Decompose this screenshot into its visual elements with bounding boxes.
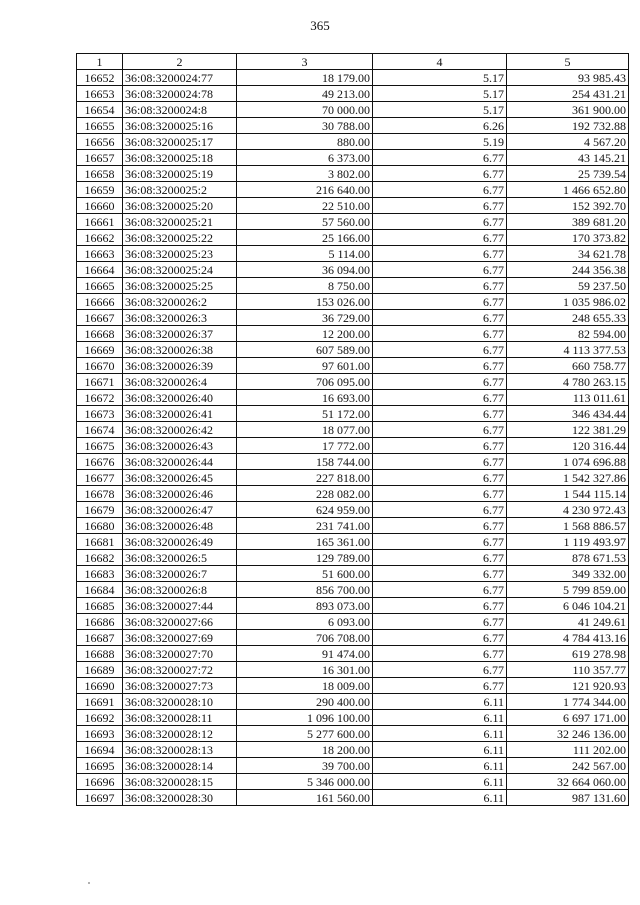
cadastral-number-cell: 36:08:3200024:78	[123, 86, 237, 102]
cadastral-number-cell: 36:08:3200025:23	[123, 246, 237, 262]
rate-cell: 6.77	[373, 294, 507, 310]
row-number-cell: 16689	[77, 662, 123, 678]
cadastral-number-cell: 36:08:3200027:44	[123, 598, 237, 614]
header-cell: 2	[123, 54, 237, 70]
value-cell: 660 758.77	[507, 358, 629, 374]
value-cell: 346 434.44	[507, 406, 629, 422]
area-cell: 57 560.00	[237, 214, 373, 230]
value-cell: 192 732.88	[507, 118, 629, 134]
rate-cell: 6.77	[373, 342, 507, 358]
rate-cell: 6.77	[373, 518, 507, 534]
value-cell: 1 568 886.57	[507, 518, 629, 534]
value-cell: 170 373.82	[507, 230, 629, 246]
table-row	[77, 214, 629, 230]
row-number-cell: 16654	[77, 102, 123, 118]
row-number-cell: 16688	[77, 646, 123, 662]
row-number-cell: 16687	[77, 630, 123, 646]
area-cell: 36 094.00	[237, 262, 373, 278]
area-cell: 5 277 600.00	[237, 726, 373, 742]
table-row	[77, 102, 629, 118]
table-row	[77, 198, 629, 214]
cadastral-number-cell: 36:08:3200025:18	[123, 150, 237, 166]
value-cell: 619 278.98	[507, 646, 629, 662]
table-row	[77, 150, 629, 166]
value-cell: 4 780 263.15	[507, 374, 629, 390]
cadastral-number-cell: 36:08:3200026:43	[123, 438, 237, 454]
rate-cell: 6.11	[373, 742, 507, 758]
cadastral-number-cell: 36:08:3200027:69	[123, 630, 237, 646]
cadastral-number-cell: 36:08:3200026:38	[123, 342, 237, 358]
table-row	[77, 486, 629, 502]
row-number-cell: 16675	[77, 438, 123, 454]
row-number-cell: 16671	[77, 374, 123, 390]
cadastral-number-cell: 36:08:3200024:8	[123, 102, 237, 118]
table-row	[77, 438, 629, 454]
cadastral-number-cell: 36:08:3200027:73	[123, 678, 237, 694]
value-cell: 878 671.53	[507, 550, 629, 566]
row-number-cell: 16659	[77, 182, 123, 198]
cadastral-number-cell: 36:08:3200025:20	[123, 198, 237, 214]
area-cell: 880.00	[237, 134, 373, 150]
value-cell: 41 249.61	[507, 614, 629, 630]
rate-cell: 6.77	[373, 326, 507, 342]
row-number-cell: 16669	[77, 342, 123, 358]
area-cell: 228 082.00	[237, 486, 373, 502]
value-cell: 34 621.78	[507, 246, 629, 262]
cadastral-number-cell: 36:08:3200028:12	[123, 726, 237, 742]
rate-cell: 5.19	[373, 134, 507, 150]
table-row	[77, 614, 629, 630]
cadastral-number-cell: 36:08:3200024:77	[123, 70, 237, 86]
cadastral-number-cell: 36:08:3200026:5	[123, 550, 237, 566]
area-cell: 22 510.00	[237, 198, 373, 214]
header-cell: 4	[373, 54, 507, 70]
area-cell: 161 560.00	[237, 790, 373, 806]
area-cell: 6 093.00	[237, 614, 373, 630]
rate-cell: 6.77	[373, 278, 507, 294]
row-number-cell: 16683	[77, 566, 123, 582]
header-cell: 3	[237, 54, 373, 70]
table-row	[77, 310, 629, 326]
rate-cell: 6.77	[373, 534, 507, 550]
value-cell: 1 774 344.00	[507, 694, 629, 710]
table-row	[77, 294, 629, 310]
cadastral-number-cell: 36:08:3200025:25	[123, 278, 237, 294]
value-cell: 120 316.44	[507, 438, 629, 454]
rate-cell: 6.77	[373, 262, 507, 278]
area-cell: 8 750.00	[237, 278, 373, 294]
rate-cell: 6.77	[373, 662, 507, 678]
table-row	[77, 630, 629, 646]
area-cell: 70 000.00	[237, 102, 373, 118]
cadastral-number-cell: 36:08:3200027:72	[123, 662, 237, 678]
rate-cell: 6.26	[373, 118, 507, 134]
area-cell: 3 802.00	[237, 166, 373, 182]
area-cell: 17 772.00	[237, 438, 373, 454]
table-row	[77, 374, 629, 390]
row-number-cell: 16686	[77, 614, 123, 630]
row-number-cell: 16663	[77, 246, 123, 262]
area-cell: 16 693.00	[237, 390, 373, 406]
area-cell: 12 200.00	[237, 326, 373, 342]
table-row	[77, 70, 629, 86]
row-number-cell: 16667	[77, 310, 123, 326]
table-row	[77, 502, 629, 518]
area-cell: 18 200.00	[237, 742, 373, 758]
area-cell: 290 400.00	[237, 694, 373, 710]
value-cell: 987 131.60	[507, 790, 629, 806]
rate-cell: 6.77	[373, 390, 507, 406]
row-number-cell: 16676	[77, 454, 123, 470]
cadastral-number-cell: 36:08:3200026:47	[123, 502, 237, 518]
table-row	[77, 726, 629, 742]
row-number-cell: 16674	[77, 422, 123, 438]
cadastral-number-cell: 36:08:3200026:49	[123, 534, 237, 550]
value-cell: 5 799 859.00	[507, 582, 629, 598]
cadastral-number-cell: 36:08:3200025:22	[123, 230, 237, 246]
row-number-cell: 16684	[77, 582, 123, 598]
cadastral-number-cell: 36:08:3200026:46	[123, 486, 237, 502]
header-row	[77, 54, 629, 70]
value-cell: 254 431.21	[507, 86, 629, 102]
value-cell: 1 074 696.88	[507, 454, 629, 470]
area-cell: 18 009.00	[237, 678, 373, 694]
value-cell: 1 466 652.80	[507, 182, 629, 198]
table-row	[77, 710, 629, 726]
cadastral-number-cell: 36:08:3200028:14	[123, 758, 237, 774]
area-cell: 231 741.00	[237, 518, 373, 534]
table-row	[77, 390, 629, 406]
value-cell: 389 681.20	[507, 214, 629, 230]
cadastral-number-cell: 36:08:3200028:11	[123, 710, 237, 726]
cadastral-number-cell: 36:08:3200028:13	[123, 742, 237, 758]
table-row	[77, 550, 629, 566]
rate-cell: 6.77	[373, 166, 507, 182]
rate-cell: 6.77	[373, 182, 507, 198]
value-cell: 1 035 986.02	[507, 294, 629, 310]
table-row	[77, 278, 629, 294]
rate-cell: 5.17	[373, 102, 507, 118]
value-cell: 6 046 104.21	[507, 598, 629, 614]
rate-cell: 6.77	[373, 582, 507, 598]
cadastral-number-cell: 36:08:3200026:40	[123, 390, 237, 406]
rate-cell: 6.77	[373, 598, 507, 614]
row-number-cell: 16656	[77, 134, 123, 150]
table-row	[77, 118, 629, 134]
row-number-cell: 16691	[77, 694, 123, 710]
value-cell: 361 900.00	[507, 102, 629, 118]
rate-cell: 6.77	[373, 502, 507, 518]
row-number-cell: 16693	[77, 726, 123, 742]
rate-cell: 6.11	[373, 774, 507, 790]
area-cell: 153 026.00	[237, 294, 373, 310]
cadastral-table	[76, 53, 629, 806]
rate-cell: 6.77	[373, 230, 507, 246]
area-cell: 51 172.00	[237, 406, 373, 422]
value-cell: 4 784 413.16	[507, 630, 629, 646]
row-number-cell: 16680	[77, 518, 123, 534]
area-cell: 856 700.00	[237, 582, 373, 598]
area-cell: 607 589.00	[237, 342, 373, 358]
value-cell: 59 237.50	[507, 278, 629, 294]
row-number-cell: 16697	[77, 790, 123, 806]
area-cell: 39 700.00	[237, 758, 373, 774]
value-cell: 111 202.00	[507, 742, 629, 758]
cadastral-number-cell: 36:08:3200025:19	[123, 166, 237, 182]
table-row	[77, 246, 629, 262]
rate-cell: 5.17	[373, 86, 507, 102]
area-cell: 706 095.00	[237, 374, 373, 390]
area-cell: 97 601.00	[237, 358, 373, 374]
area-cell: 893 073.00	[237, 598, 373, 614]
table-row	[77, 758, 629, 774]
area-cell: 36 729.00	[237, 310, 373, 326]
rate-cell: 6.77	[373, 358, 507, 374]
area-cell: 18 077.00	[237, 422, 373, 438]
cadastral-number-cell: 36:08:3200026:3	[123, 310, 237, 326]
value-cell: 244 356.38	[507, 262, 629, 278]
value-cell: 1 542 327.86	[507, 470, 629, 486]
table-row	[77, 326, 629, 342]
header-cell: 5	[507, 54, 629, 70]
area-cell: 5 114.00	[237, 246, 373, 262]
area-cell: 30 788.00	[237, 118, 373, 134]
row-number-cell: 16678	[77, 486, 123, 502]
row-number-cell: 16664	[77, 262, 123, 278]
rate-cell: 5.17	[373, 70, 507, 86]
table-row	[77, 470, 629, 486]
scan-artifact-dot	[88, 882, 90, 884]
row-number-cell: 16655	[77, 118, 123, 134]
value-cell: 4 230 972.43	[507, 502, 629, 518]
cadastral-number-cell: 36:08:3200027:70	[123, 646, 237, 662]
rate-cell: 6.77	[373, 214, 507, 230]
rate-cell: 6.77	[373, 198, 507, 214]
table-row	[77, 342, 629, 358]
table-row	[77, 182, 629, 198]
row-number-cell: 16673	[77, 406, 123, 422]
area-cell: 165 361.00	[237, 534, 373, 550]
row-number-cell: 16696	[77, 774, 123, 790]
value-cell: 113 011.61	[507, 390, 629, 406]
cadastral-number-cell: 36:08:3200026:41	[123, 406, 237, 422]
area-cell: 51 600.00	[237, 566, 373, 582]
page-number: 365	[310, 18, 330, 33]
cadastral-number-cell: 36:08:3200025:17	[123, 134, 237, 150]
header-cell: 1	[77, 54, 123, 70]
cadastral-number-cell: 36:08:3200026:7	[123, 566, 237, 582]
table-row	[77, 518, 629, 534]
cadastral-number-cell: 36:08:3200026:42	[123, 422, 237, 438]
value-cell: 25 739.54	[507, 166, 629, 182]
table-row	[77, 790, 629, 806]
row-number-cell: 16682	[77, 550, 123, 566]
rate-cell: 6.77	[373, 614, 507, 630]
row-number-cell: 16695	[77, 758, 123, 774]
value-cell: 82 594.00	[507, 326, 629, 342]
area-cell: 5 346 000.00	[237, 774, 373, 790]
row-number-cell: 16679	[77, 502, 123, 518]
value-cell: 32 246 136.00	[507, 726, 629, 742]
row-number-cell: 16685	[77, 598, 123, 614]
cadastral-number-cell: 36:08:3200028:15	[123, 774, 237, 790]
table-row	[77, 86, 629, 102]
value-cell: 1 544 115.14	[507, 486, 629, 502]
value-cell: 6 697 171.00	[507, 710, 629, 726]
rate-cell: 6.77	[373, 310, 507, 326]
rate-cell: 6.77	[373, 454, 507, 470]
table-row	[77, 230, 629, 246]
area-cell: 49 213.00	[237, 86, 373, 102]
table-row	[77, 166, 629, 182]
value-cell: 242 567.00	[507, 758, 629, 774]
value-cell: 122 381.29	[507, 422, 629, 438]
cadastral-number-cell: 36:08:3200026:37	[123, 326, 237, 342]
area-cell: 227 818.00	[237, 470, 373, 486]
row-number-cell: 16665	[77, 278, 123, 294]
table-row	[77, 358, 629, 374]
rate-cell: 6.77	[373, 246, 507, 262]
rate-cell: 6.77	[373, 374, 507, 390]
table-row	[77, 566, 629, 582]
value-cell: 43 145.21	[507, 150, 629, 166]
row-number-cell: 16658	[77, 166, 123, 182]
value-cell: 4 113 377.53	[507, 342, 629, 358]
area-cell: 91 474.00	[237, 646, 373, 662]
table-row	[77, 134, 629, 150]
value-cell: 1 119 493.97	[507, 534, 629, 550]
rate-cell: 6.11	[373, 710, 507, 726]
table-row	[77, 262, 629, 278]
cadastral-number-cell: 36:08:3200026:4	[123, 374, 237, 390]
cadastral-number-cell: 36:08:3200026:8	[123, 582, 237, 598]
rate-cell: 6.11	[373, 694, 507, 710]
table-row	[77, 694, 629, 710]
row-number-cell: 16694	[77, 742, 123, 758]
value-cell: 32 664 060.00	[507, 774, 629, 790]
cadastral-number-cell: 36:08:3200028:30	[123, 790, 237, 806]
row-number-cell: 16657	[77, 150, 123, 166]
row-number-cell: 16660	[77, 198, 123, 214]
area-cell: 1 096 100.00	[237, 710, 373, 726]
area-cell: 706 708.00	[237, 630, 373, 646]
cadastral-number-cell: 36:08:3200027:66	[123, 614, 237, 630]
rate-cell: 6.11	[373, 758, 507, 774]
rate-cell: 6.77	[373, 406, 507, 422]
rate-cell: 6.77	[373, 438, 507, 454]
rate-cell: 6.11	[373, 790, 507, 806]
row-number-cell: 16662	[77, 230, 123, 246]
rate-cell: 6.77	[373, 630, 507, 646]
table-row	[77, 406, 629, 422]
rate-cell: 6.77	[373, 150, 507, 166]
area-cell: 624 959.00	[237, 502, 373, 518]
value-cell: 152 392.70	[507, 198, 629, 214]
row-number-cell: 16677	[77, 470, 123, 486]
row-number-cell: 16670	[77, 358, 123, 374]
table-row	[77, 454, 629, 470]
area-cell: 216 640.00	[237, 182, 373, 198]
rate-cell: 6.77	[373, 646, 507, 662]
rate-cell: 6.77	[373, 470, 507, 486]
row-number-cell: 16690	[77, 678, 123, 694]
area-cell: 158 744.00	[237, 454, 373, 470]
rate-cell: 6.77	[373, 550, 507, 566]
area-cell: 6 373.00	[237, 150, 373, 166]
row-number-cell: 16692	[77, 710, 123, 726]
row-number-cell: 16672	[77, 390, 123, 406]
row-number-cell: 16661	[77, 214, 123, 230]
cadastral-number-cell: 36:08:3200025:16	[123, 118, 237, 134]
value-cell: 4 567.20	[507, 134, 629, 150]
table-row	[77, 646, 629, 662]
area-cell: 18 179.00	[237, 70, 373, 86]
table-body	[77, 70, 629, 806]
table-row	[77, 774, 629, 790]
rate-cell: 6.77	[373, 678, 507, 694]
row-number-cell: 16653	[77, 86, 123, 102]
cadastral-number-cell: 36:08:3200026:48	[123, 518, 237, 534]
rate-cell: 6.11	[373, 726, 507, 742]
value-cell: 349 332.00	[507, 566, 629, 582]
table-header	[77, 54, 629, 70]
rate-cell: 6.77	[373, 422, 507, 438]
cadastral-number-cell: 36:08:3200026:39	[123, 358, 237, 374]
row-number-cell: 16681	[77, 534, 123, 550]
rate-cell: 6.77	[373, 566, 507, 582]
cadastral-number-cell: 36:08:3200025:21	[123, 214, 237, 230]
cadastral-number-cell: 36:08:3200025:24	[123, 262, 237, 278]
rate-cell: 6.77	[373, 486, 507, 502]
cadastral-number-cell: 36:08:3200026:44	[123, 454, 237, 470]
table-row	[77, 422, 629, 438]
table-row	[77, 598, 629, 614]
cadastral-number-cell: 36:08:3200028:10	[123, 694, 237, 710]
area-cell: 25 166.00	[237, 230, 373, 246]
area-cell: 16 301.00	[237, 662, 373, 678]
value-cell: 248 655.33	[507, 310, 629, 326]
value-cell: 93 985.43	[507, 70, 629, 86]
value-cell: 121 920.93	[507, 678, 629, 694]
table-row	[77, 742, 629, 758]
row-number-cell: 16668	[77, 326, 123, 342]
cadastral-number-cell: 36:08:3200025:2	[123, 182, 237, 198]
row-number-cell: 16666	[77, 294, 123, 310]
value-cell: 110 357.77	[507, 662, 629, 678]
row-number-cell: 16652	[77, 70, 123, 86]
cadastral-number-cell: 36:08:3200026:45	[123, 470, 237, 486]
table-row	[77, 662, 629, 678]
cadastral-number-cell: 36:08:3200026:2	[123, 294, 237, 310]
area-cell: 129 789.00	[237, 550, 373, 566]
table-row	[77, 582, 629, 598]
table-row	[77, 534, 629, 550]
table-row	[77, 678, 629, 694]
